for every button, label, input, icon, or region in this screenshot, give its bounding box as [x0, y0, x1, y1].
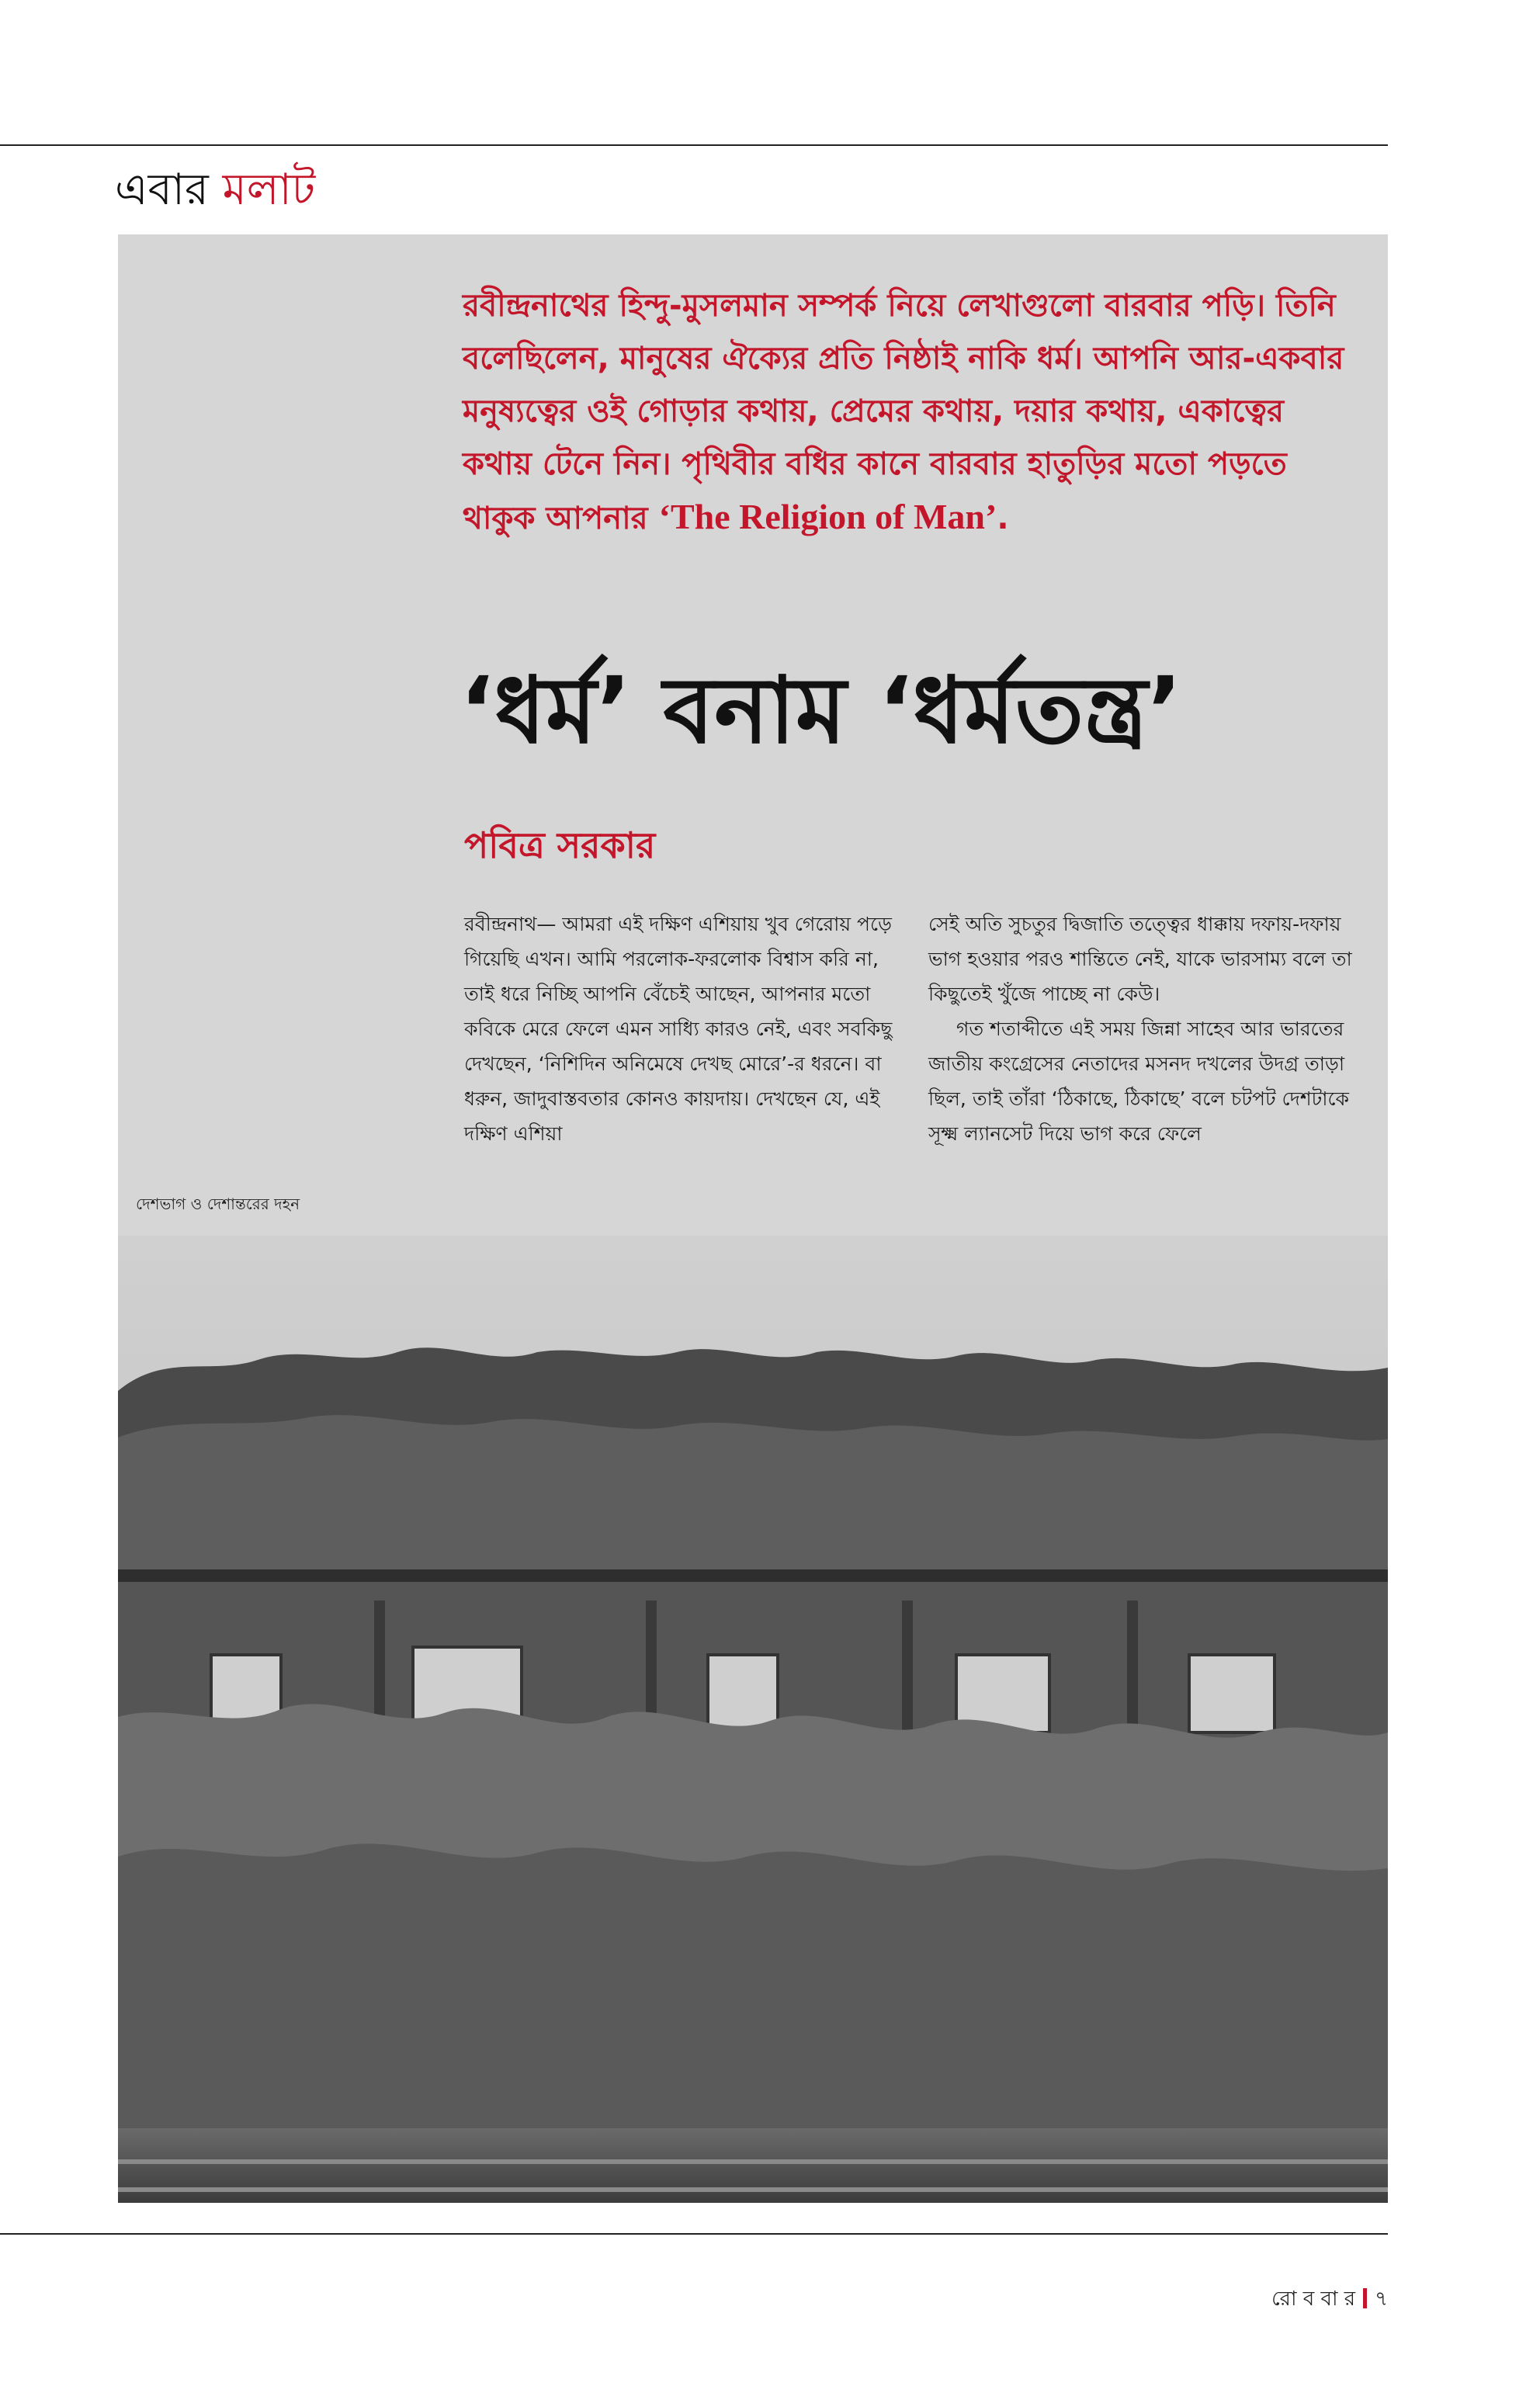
pull-quote-english: ‘The Religion of Man’ [658, 497, 997, 536]
article-column-2 [928, 907, 1363, 1151]
top-rule [0, 144, 1388, 146]
article-column-1 [464, 907, 899, 1151]
photo-caption: দেশভাগ ও দেশান্তরের দহন [136, 1195, 300, 1213]
author-byline: পবিত্র সরকার [464, 824, 656, 866]
article-headline: ‘ধর্ম’ বনাম ‘ধর্মতন্ত্র’ [460, 657, 1183, 764]
page-footer [1271, 2284, 1388, 2315]
bottom-rule [0, 2233, 1388, 2235]
page-number: ৭ [1375, 2287, 1388, 2311]
article-paragraph: রবীন্দ্রনাথ— আমরা এই দক্ষিণ এশিয়ায় খুব গেরোয় পড়ে গিয়েছি এখন। আমি পরলোক-ফরলোক বিশ্বাস করি না, তাই ধরে নিচ্ছি আপনি বেঁচেই আছেন, আপনার মতো কবিকে মেরে ফেলে এমন সাধ্যি কারও নেই, এবং সবকিছু দেখছেন, ‘নিশিদিন অনিমেষে দেখছ মোরে’-র ধরনে। বা ধরুন, জাদুবাস্তবতার কোনও কায়দায়। দেখছেন যে, এই দক্ষিণ এশিয়া [464, 913, 893, 1145]
pull-quote-text: রবীন্দ্রনাথের হিন্দু-মুসলমান সম্পর্ক নিয়ে লেখাগুলো বারবার পড়ি। তিনি বলেছিলেন, মানুষের ঐক্যের প্রতি নিষ্ঠাই নাকি ধর্ম। আপনি আর-একবার মনুষ্যত্বের ওই গোড়ার কথায়, প্রেমের কথায়, দয়ার কথায়, একাত্বের কথায় টেনে নিন। পৃথিবীর বধির কানে বারবার হাতুড়ির মতো পড়তে থাকুক আপনার [463, 288, 1344, 536]
article-paragraph: গত শতাব্দীতে এই সময় জিন্না সাহেব আর ভারতের জাতীয় কংগ্রেসের নেতাদের মসনদ দখলের উদগ্র তাড়া ছিল, তাই তাঁরা ‘ঠিকাছে, ঠিকাছে’ বলে চটপট দেশটাকে সূক্ষ্ম ল্যানসেট দিয়ে ভাগ করে ফেলে [928, 1018, 1350, 1145]
pull-quote-end: . [997, 501, 1009, 536]
pull-quote [463, 279, 1363, 545]
footer-separator [1363, 2288, 1367, 2308]
section-kicker-highlight: মলাট [222, 165, 316, 215]
article-paragraph: সেই অতি সুচতুর দ্বিজাতি তত্ত্বের ধাক্কায় দফায়-দফায় ভাগ হওয়ার পরও শান্তিতে নেই, যাকে ভারসাম্য বলে তা কিছুতেই খুঁজে পাচ্ছে না কেউ। [928, 913, 1352, 1005]
section-kicker [115, 159, 315, 221]
partition-train-photo [118, 1236, 1388, 2203]
magazine-name: রো ব বা র [1271, 2287, 1356, 2311]
section-kicker-label: এবার [115, 165, 209, 215]
